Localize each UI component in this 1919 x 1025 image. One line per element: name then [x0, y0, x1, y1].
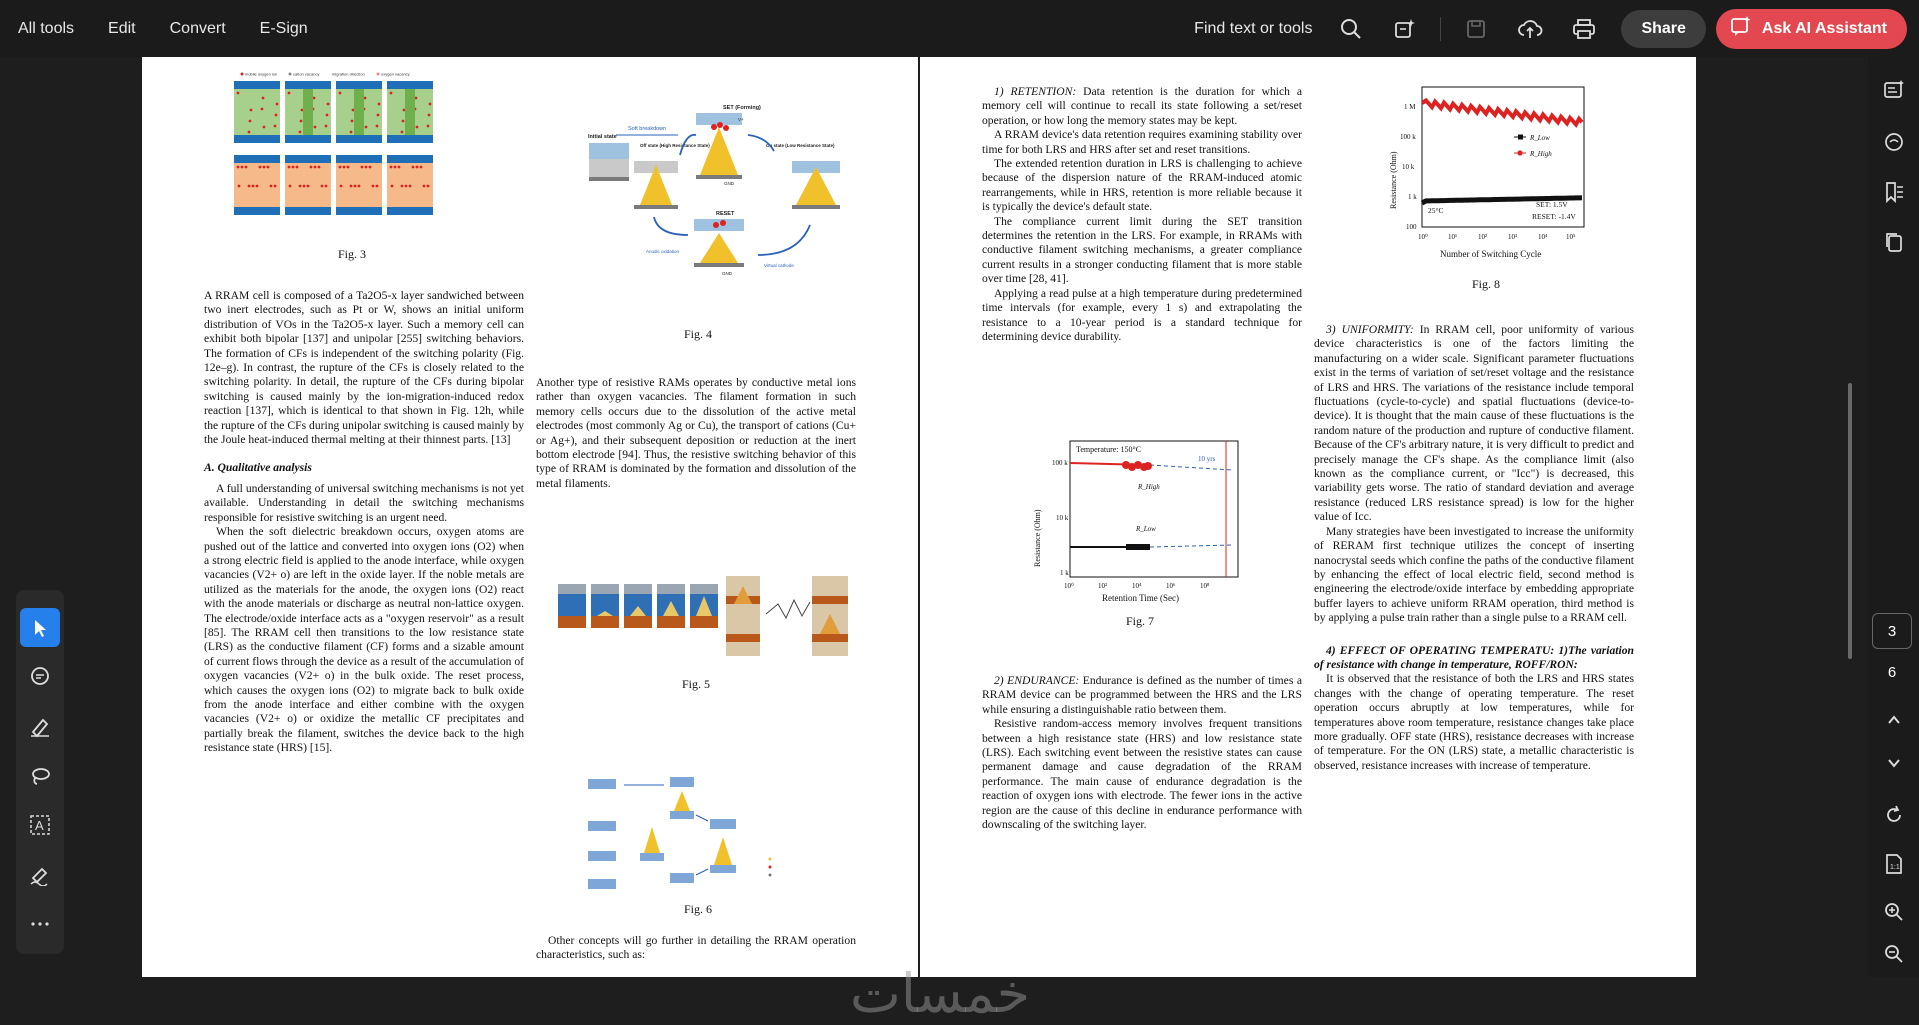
fig7-annotation-10yrs: 10 yrs — [1198, 455, 1216, 463]
fig3-legend-3: oxygen vacancy — [381, 71, 410, 77]
heading-operating-temperature: 4) EFFECT OF OPERATING TEMPERATU: 1)The variation of resistance with change in temperature, ROFF/RON: — [1314, 643, 1634, 671]
cloud-upload-icon[interactable] — [1510, 9, 1550, 49]
fig7-ytick-1k: 1 k — [1060, 569, 1069, 577]
select-tool-button[interactable] — [20, 608, 60, 647]
pen-icon — [29, 716, 51, 738]
figure-5-caption: Fig. 5 — [681, 677, 710, 691]
fig7-label-high: R_High — [1138, 483, 1160, 491]
pdf-page-left — [142, 57, 918, 977]
fig4-gnd-2: GND — [722, 271, 732, 276]
ai-summary-icon[interactable] — [1881, 77, 1907, 103]
more-tools-button[interactable] — [20, 905, 60, 944]
menu-all-tools[interactable]: All tools — [18, 19, 75, 37]
fig4-set: SET (Forming) — [723, 105, 761, 111]
search-icon[interactable] — [1331, 9, 1371, 49]
comment-tool-button[interactable] — [20, 657, 60, 696]
left-column-1 — [204, 289, 524, 756]
top-toolbar — [0, 0, 1919, 57]
ai-search-icon[interactable] — [1385, 9, 1425, 49]
fig8-legend-low: R_Low — [1530, 134, 1550, 142]
left-tools-panel — [16, 590, 64, 954]
right-rail — [1868, 57, 1919, 977]
fig4-initial: Initial state — [588, 134, 617, 140]
watermark-logo: خمسات — [850, 962, 1031, 1025]
comments-panel-icon[interactable] — [1881, 129, 1907, 155]
paragraph-retention-2: The extended retention duration in LRS is challenging to achieve because of the dispersion nature of the RRAM-induced atomic rearrangements, while in HRS, retention is more reliable because it is typically the device's default state. — [982, 157, 1302, 214]
fig7-xtick-8: 10⁸ — [1200, 582, 1210, 590]
fig8-ylabel: Resistance (Ohm) — [1389, 151, 1398, 209]
paragraph-rram-cell: A RRAM cell is composed of a Ta2O5-x layer sandwiched between two inert electrodes, such as Pt or W, shows an initial uniform distribution of VOs in the Ta2O5-x layer. Such a memory cell can exhibit both bipolar [137] and unipolar [255] switching behaviors. The formation of CFs is independent of the switching polarity (Fig. 12e–g). In contrast, the rupture of the CFs is closely related to the switching polarity. In detail, the rupture of the CFs during bipolar switching is caused mainly by the ion-migration-induced redox reaction [137], which is identical to that shown in Fig. 12h, while the rupture of the CFs during unipolar switching is caused mainly by the Joule heat-induced thermal melting at their thinnest parts. [13] — [204, 289, 524, 447]
heading-qualitative-analysis: A. Qualitative analysis — [204, 461, 312, 475]
svg-text:A: A — [35, 818, 44, 834]
fig8-xtick-1: 10¹ — [1448, 233, 1458, 241]
text-box-icon — [29, 814, 51, 836]
figure-8-chart — [1386, 85, 1588, 271]
right-column-1 — [982, 85, 1302, 344]
zoom-out-icon[interactable] — [1881, 941, 1907, 967]
fig4-anodic: Anodic oxidation — [646, 249, 680, 254]
endurance-lead-text: Endurance is defined as the number of times a RRAM device can be programmed between the HRS and the LRS while ensuring a distinguishable ratio between them. — [982, 674, 1302, 716]
chevron-up-icon[interactable] — [1881, 707, 1907, 733]
endurance-heading: 2) ENDURANCE: — [994, 674, 1080, 687]
current-page-input[interactable]: 3 — [1872, 613, 1912, 649]
fig7-ytick-100k: 100 k — [1052, 459, 1068, 467]
pdf-page-right — [920, 57, 1696, 977]
highlight-tool-button[interactable] — [20, 707, 60, 746]
toolbar-divider — [1440, 17, 1441, 41]
print-icon[interactable] — [1564, 9, 1604, 49]
fig8-ytick-1m: 1 M — [1404, 103, 1416, 111]
paragraph-endurance-lead — [982, 674, 1302, 717]
document-viewer[interactable] — [0, 57, 1919, 1025]
fig4-soft-breakdown: Soft breakdown — [628, 126, 667, 132]
ask-ai-assistant-button[interactable] — [1716, 9, 1907, 49]
zoom-in-icon[interactable] — [1881, 899, 1907, 925]
figure-4-caption: Fig. 4 — [683, 327, 712, 341]
fig7-xtick-4: 10⁴ — [1132, 582, 1142, 590]
fig7-label-low: R_Low — [1136, 525, 1156, 533]
chevron-down-icon[interactable] — [1881, 750, 1907, 776]
paragraph-retention-4: Applying a read pulse at a high temperature during predetermined time intervals (for example, every 1 s) and extrapolating the resistance to a 10-year period is a standard technique for determining device durability. — [982, 286, 1302, 343]
fig7-xtick-2: 10² — [1098, 582, 1108, 590]
actual-size-icon[interactable] — [1881, 851, 1907, 877]
signature-pen-icon — [29, 864, 51, 886]
figure-5-image — [556, 574, 852, 662]
fig8-xlabel: Number of Switching Cycle — [1440, 249, 1542, 259]
fig7-xlabel: Retention Time (Sec) — [1102, 593, 1179, 603]
fig8-ytick-100k: 100 k — [1400, 133, 1416, 141]
figure-6-caption: Fig. 6 — [683, 902, 712, 916]
fig8-legend-high: R_High — [1530, 150, 1552, 158]
fig8-ytick-100: 100 — [1406, 223, 1417, 231]
fig4-reset: RESET — [716, 211, 735, 217]
fig7-ylabel: Resistance (Ohm) — [1033, 509, 1042, 567]
uniformity-lead-text: In RRAM cell, poor uniformity of various device characteristics is one of the factors limiting the manufacturing on a wider scale. Significant parameter fluctuations exist in the terms of variation of set/reset voltage and the resistance of LRS and HRS. The variations of the resistance include temporal fluctuations (cycle-to-cycle) and spatial fluctuations (device-to-device). It is thought that the main cause of these fluctuations is the random nature of the production and rupture of conductive filament. Because of the CF's arbitrary nature, it is very difficult to predict and precisely manage the CF's shape. As the compliance limit (also known as the compliance current, or "Icc") is decreased, this variability gets worse. The ratio of standard deviation and average resistance (reduced LRS resistance spread) is low for the higher value of Icc. — [1314, 323, 1634, 524]
paragraph-uniformity-lead — [1314, 323, 1634, 525]
paragraph-understanding: A full understanding of universal switching mechanisms is not yet available. Understanding in detail the switching mechanisms responsible for resistive switching is an urgent need. — [204, 481, 524, 524]
figure-7-caption: Fig. 7 — [1125, 614, 1154, 628]
share-button[interactable]: Share — [1621, 10, 1705, 48]
uniformity-heading: 3) UNIFORMITY: — [1326, 323, 1414, 336]
fig8-xtick-2: 10² — [1478, 233, 1488, 241]
sign-tool-button[interactable] — [20, 855, 60, 894]
vertical-scrollbar[interactable] — [1848, 383, 1852, 659]
fig8-set: SET: 1.5V — [1536, 200, 1568, 209]
fig8-xtick-0: 10⁰ — [1418, 233, 1428, 241]
paragraph-retention-lead — [982, 85, 1302, 128]
fig8-xtick-3: 10³ — [1508, 233, 1518, 241]
fig4-off-state: Off state (High Resistance State) — [640, 143, 710, 148]
more-icon — [29, 913, 51, 935]
refresh-icon[interactable] — [1881, 802, 1907, 828]
paragraph-retention-1: A RRAM device's data retention requires examining stability over time for both LRS and HRS after set and reset transitions. — [982, 128, 1302, 156]
fig3-legend-2: migration direction — [332, 71, 365, 77]
paragraph-uniformity-1: Many strategies have been investigated to increase the uniformity of RERAM first technique utilizes the concept of inserting nanocrystal seeds which confine the paths of the conductive filament by enhancing the effect of local electric field, second method is engineering the electrode/oxide interface by embedding appropriate buffer layers to achieve uniform RRAM operation, third method is by applying a pulse train rather than a single pulse to a RRAM cell. — [1314, 524, 1634, 625]
fig7-ytick-10k: 10 k — [1056, 514, 1069, 522]
menu-esign[interactable]: E-Sign — [259, 19, 308, 37]
figure-3-caption: Fig. 3 — [337, 247, 366, 261]
figure-6-image — [584, 775, 820, 891]
fig7-xtick-0: 10⁰ — [1064, 582, 1074, 590]
total-pages: 6 — [1887, 664, 1897, 681]
retention-heading: 1) RETENTION: — [994, 85, 1077, 98]
copy-pages-icon[interactable] — [1881, 229, 1907, 255]
figure-3-image — [232, 71, 434, 221]
right-column-2 — [1314, 323, 1634, 773]
figure-8-caption: Fig. 8 — [1471, 277, 1500, 291]
paragraph-endurance-1: Resistive random-access memory involves frequent transitions between a high resistance state (HRS) and low resistance state (LRS). Each switching event between the resistive states can cause permanent damage and cause degradation of the RRAM performance. The main cause of endurance degradation is the reaction of oxygen ions with electrode. The fewer ions in the active region are the cause of this decline in endurance performance with downscaling of the switching layer. — [982, 717, 1302, 832]
right-column-1-endurance — [982, 674, 1302, 832]
figure-4-image — [588, 105, 846, 281]
bookmarks-icon[interactable] — [1881, 179, 1907, 205]
menu-convert[interactable]: Convert — [169, 19, 226, 37]
fig3-legend-0: mobile oxygen ion — [245, 71, 278, 77]
menu-edit[interactable]: Edit — [108, 19, 136, 37]
left-column-2-end — [536, 934, 856, 963]
fig8-ytick-1k: 1 k — [1408, 193, 1417, 201]
left-column-2 — [536, 376, 856, 491]
fig8-xtick-4: 10⁴ — [1538, 233, 1548, 241]
fig7-title: Temperature: 150°C — [1076, 445, 1142, 454]
comment-icon — [29, 666, 51, 688]
fig8-temp: 25°C — [1428, 206, 1444, 215]
fig8-reset: RESET: -1.4V — [1532, 212, 1576, 221]
paragraph-other-concepts: Other concepts will go further in detailing the RRAM operation characteristics, such as: — [536, 934, 856, 962]
draw-tool-button[interactable] — [20, 756, 60, 795]
paragraph-conductive-metal: Another type of resistive RAMs operates by conductive metal ions rather than oxygen vacancies. The filament formation in such memory cells occurs due to the dissolution of the active metal electrodes (most commonly Ag or Cu), the transport of cations (Cu+ or Ag+), and their subsequent deposition or reduction at the inert bottom electrode [94]. Thus, the resistive switching behavior of this type of RRAM is dominated by the formation and dissolution of the metal filaments. — [536, 376, 856, 490]
fig4-on-state: On state (Low Resistance State) — [766, 143, 835, 148]
fig4-vplus-1: V+ — [738, 117, 744, 122]
paragraph-retention-3: The compliance current limit during the SET transition determines the retention in the LRS. For example, in RRAMs with conductive filament switching mechanisms, a greater compliance current results in a stronger conducting filament that is more stable over time [28, 41]. — [982, 214, 1302, 286]
fig4-gnd-1: GND — [724, 181, 734, 186]
retention-lead-text: Data retention is the duration for which a memory cell will continue to recall its state following a set/reset operation, or how long the memory states may be kept. — [982, 85, 1302, 127]
fig4-virtual-cathode: Virtual cathode — [764, 263, 794, 268]
fig8-xtick-5: 10⁵ — [1566, 233, 1576, 241]
save-icon[interactable] — [1456, 9, 1496, 49]
paragraph-soft-breakdown: When the soft dielectric breakdown occurs, oxygen atoms are pushed out of the lattice and converted into oxygen ions (O2) when a strong electric field is applied to the anode interface, while oxygen vacancies (V2+ o) are left in the oxide layer. If the noble metals are utilized as the materials for the anode, the oxygen ions (O2) react with the anode materials or discharge as neutral non-lattice oxygen. The electrode/oxide interface acts as a "oxygen reservoir" as a result [85]. The RRAM cell then transitions to the low resistance state (LRS) as the conductive filament (CF) forms and a sizable amount of current flows through the device as a result of the accumulation of oxygen vacancies (V2+ o) in the bulk oxide. The reset process, which causes the oxygen ions (O2) to migrate back to bulk oxide from the anode interface and either combine with the oxygen vacancies (V2+ o) or oxidize the metallic CF precipitates and partially break the filament, switches the device back to the high resistance state (HRS) [15]. — [204, 525, 525, 755]
fig3-legend-1: cation vacancy — [293, 71, 320, 77]
lasso-icon — [29, 765, 51, 787]
figure-7-chart — [1030, 435, 1240, 605]
paragraph-temperature-1: It is observed that the resistance of both the LRS and HRS states changes with the change of operating temperature. The reset operation occurs abruptly at low temperatures, while for temperatures above room temperature, resistance changes take place more gradually. OFF state (HRS), resistance decreases with increase of temperature. For the ON (LRS) state, a metallic characteristic is observed, resistance increases with increase of temperature. — [1314, 672, 1634, 772]
ask-ai-label: Ask AI Assistant — [1761, 19, 1887, 37]
cursor-icon — [30, 618, 50, 638]
svg-text:1:1: 1:1 — [1890, 864, 1900, 871]
fig8-ytick-10k: 10 k — [1402, 163, 1415, 171]
text-select-tool-button[interactable] — [20, 806, 60, 845]
ai-assistant-icon — [1730, 15, 1752, 42]
find-text-tools[interactable]: Find text or tools — [1194, 19, 1313, 37]
fig7-xtick-6: 10⁶ — [1166, 582, 1176, 590]
